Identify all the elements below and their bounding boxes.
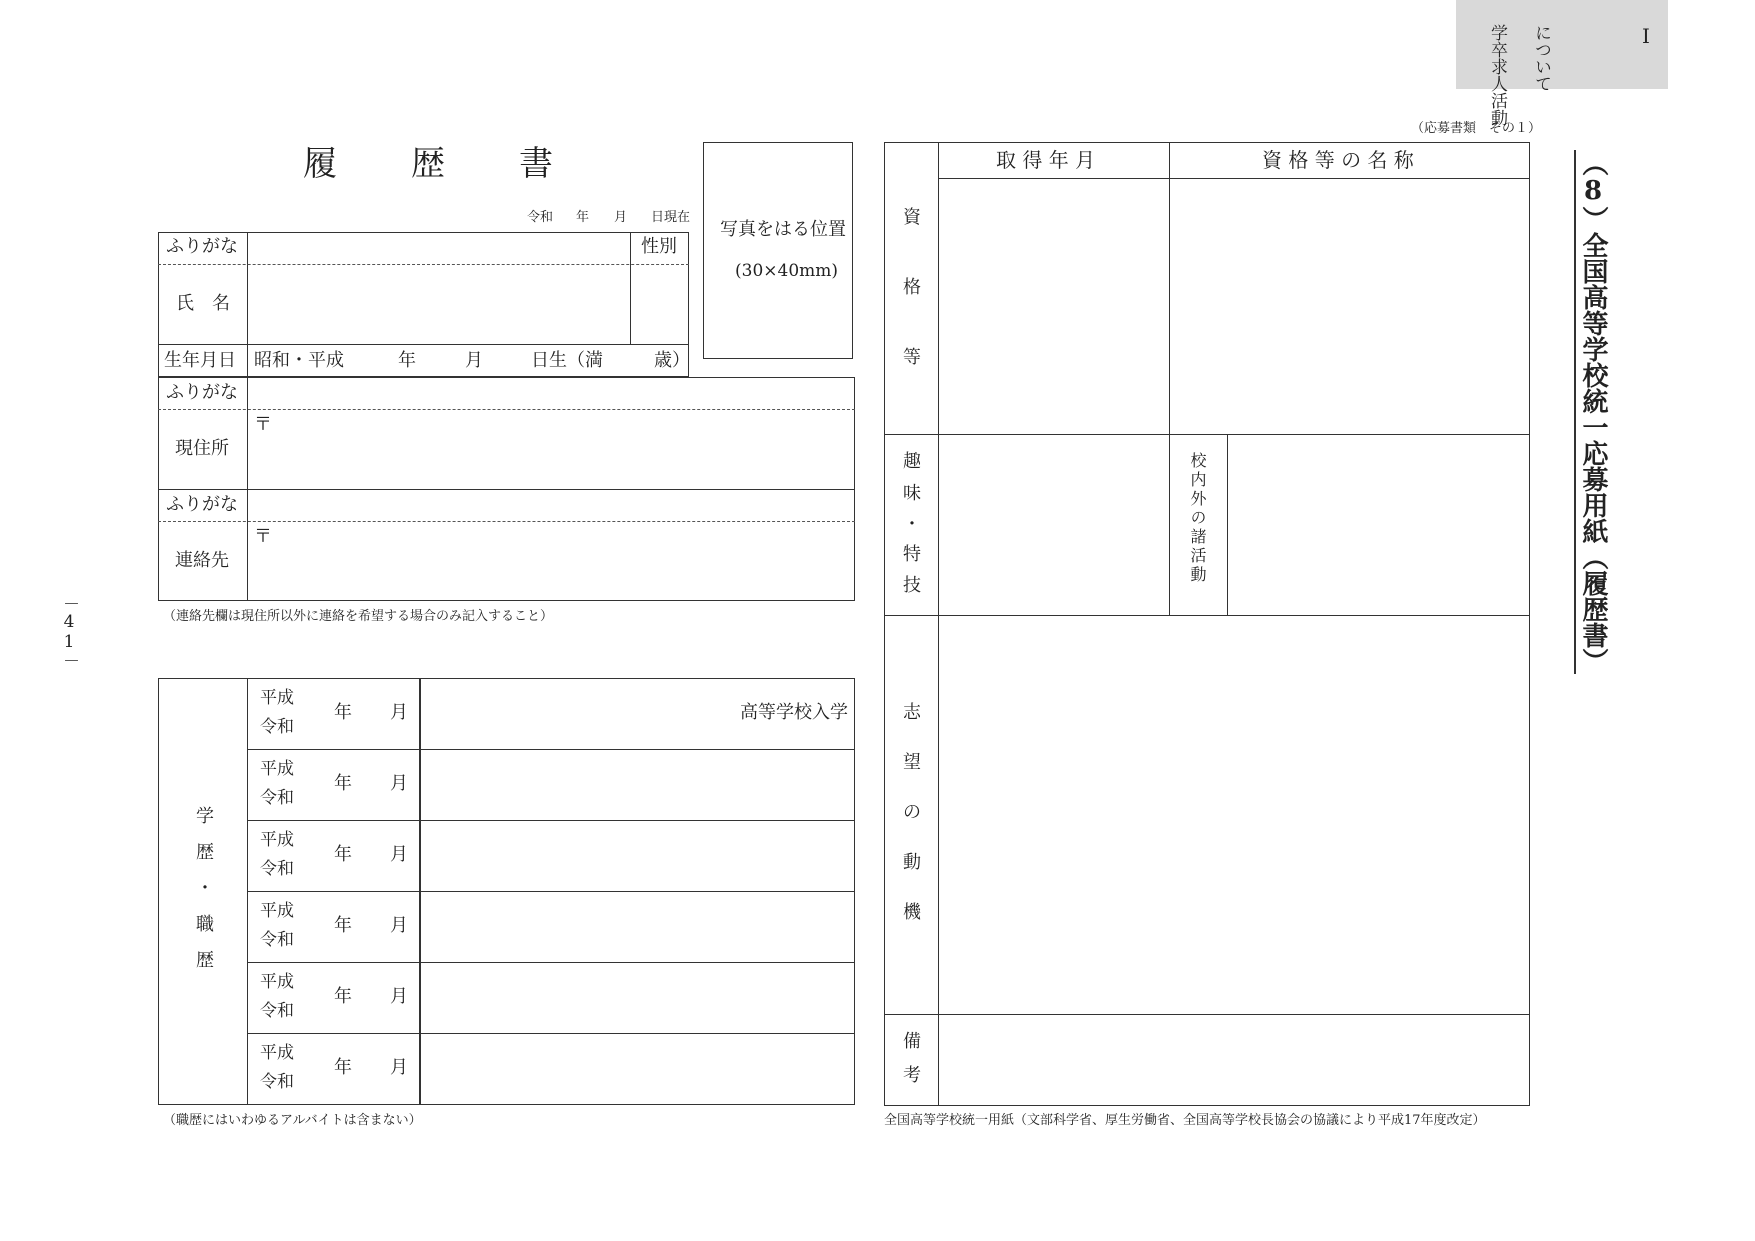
history-era2: 令和 [260,930,294,950]
date-era: 令和 [527,210,554,225]
birth-month: 月 [465,350,483,371]
history-era1: 平成 [260,972,294,992]
birth-era: 昭和・平成 [254,350,344,371]
history-year: 年 [334,915,352,936]
history-year: 年 [334,702,352,723]
history-era2: 令和 [260,1001,294,1021]
doc-type: （応募書類 その１） [1411,121,1542,136]
history-month: 月 [390,986,408,1007]
furigana2-label: ふりがな [166,382,238,403]
history-era2: 令和 [260,859,294,879]
history-era1: 平成 [260,901,294,921]
contact-label: 連絡先 [175,550,229,571]
history-year: 年 [334,844,352,865]
history-month: 月 [390,1057,408,1078]
history-era1: 平成 [260,759,294,779]
history-year: 年 [334,986,352,1007]
furigana-label: ふりがな [166,236,238,257]
history-side-label: 学歴・職歴 [193,806,214,986]
history-era2: 令和 [260,788,294,808]
right-form [884,142,1530,1106]
qual-label-char: 資 [903,207,921,228]
motive-label-char: の [903,802,921,823]
hobby-label-char: 趣 [903,451,921,472]
motive-label-char: 機 [903,902,921,923]
remarks-label-char: 備 [903,1031,921,1052]
history-note: （職歴にはいわゆるアルバイトは含まない） [163,1113,422,1128]
corner-tab-line1: 学卒求人活動 [1487,24,1507,126]
history-month: 月 [390,915,408,936]
photo-box [703,142,853,359]
hobby-label-char: 技 [903,575,921,596]
name-label: 氏 名 [176,293,230,314]
section-title: （8）全国高等学校統一応募用紙（履歴書） [1574,150,1606,674]
corner-tab-number: Ⅰ [1634,24,1658,48]
date-month: 月 [614,210,628,225]
photo-label: 写真をはる位置 [720,219,846,240]
motive-label-char: 望 [903,752,921,773]
birth-age: 歳） [654,350,690,371]
activities-label: 校内外の諸活動 [1188,452,1207,585]
date-year: 年 [576,210,590,225]
gender-label: 性別 [641,236,677,257]
history-era1: 平成 [260,688,294,708]
page-number: －41－ [59,595,79,669]
history-month: 月 [390,773,408,794]
qual-label-char: 等 [903,347,921,368]
date-suffix: 日現在 [651,210,691,225]
right-footer: 全国高等学校統一用紙（文部科学省、厚生労働省、全国高等学校長協会の協議により平成17年度改定） [884,1113,1486,1128]
history-year: 年 [334,773,352,794]
corner-tab-line2: について [1531,24,1551,92]
history-era1: 平成 [260,1043,294,1063]
hobby-label-char: 味 [903,483,921,504]
history-era2: 令和 [260,1072,294,1092]
page-title: 履 歴 書 [303,144,555,184]
col-date-header: 取 得 年 月 [996,148,1096,172]
history-month: 月 [390,702,408,723]
address-label: 現住所 [175,438,229,459]
history-content: 高等学校入学 [740,702,848,723]
postal-mark-2: 〒 [254,526,272,547]
birth-day: 日生（満 [531,350,603,371]
history-era2: 令和 [260,717,294,737]
motive-label-char: 志 [903,702,921,723]
photo-size: (30×40mm) [735,261,839,281]
birth-year: 年 [398,350,416,371]
remarks-label-char: 考 [903,1065,921,1086]
hobby-label-char: 特 [903,544,921,565]
history-era1: 平成 [260,830,294,850]
birth-label: 生年月日 [164,350,236,371]
qual-label-char: 格 [903,277,921,298]
furigana3-label: ふりがな [166,494,238,515]
history-year: 年 [334,1057,352,1078]
contact-note: （連絡先欄は現住所以外に連絡を希望する場合のみ記入すること） [163,609,554,624]
history-month: 月 [390,844,408,865]
col-name-header: 資 格 等 の 名 称 [1262,148,1414,172]
postal-mark-1: 〒 [254,414,272,435]
hobby-label-char: ・ [903,514,921,535]
motive-label-char: 動 [903,852,921,873]
